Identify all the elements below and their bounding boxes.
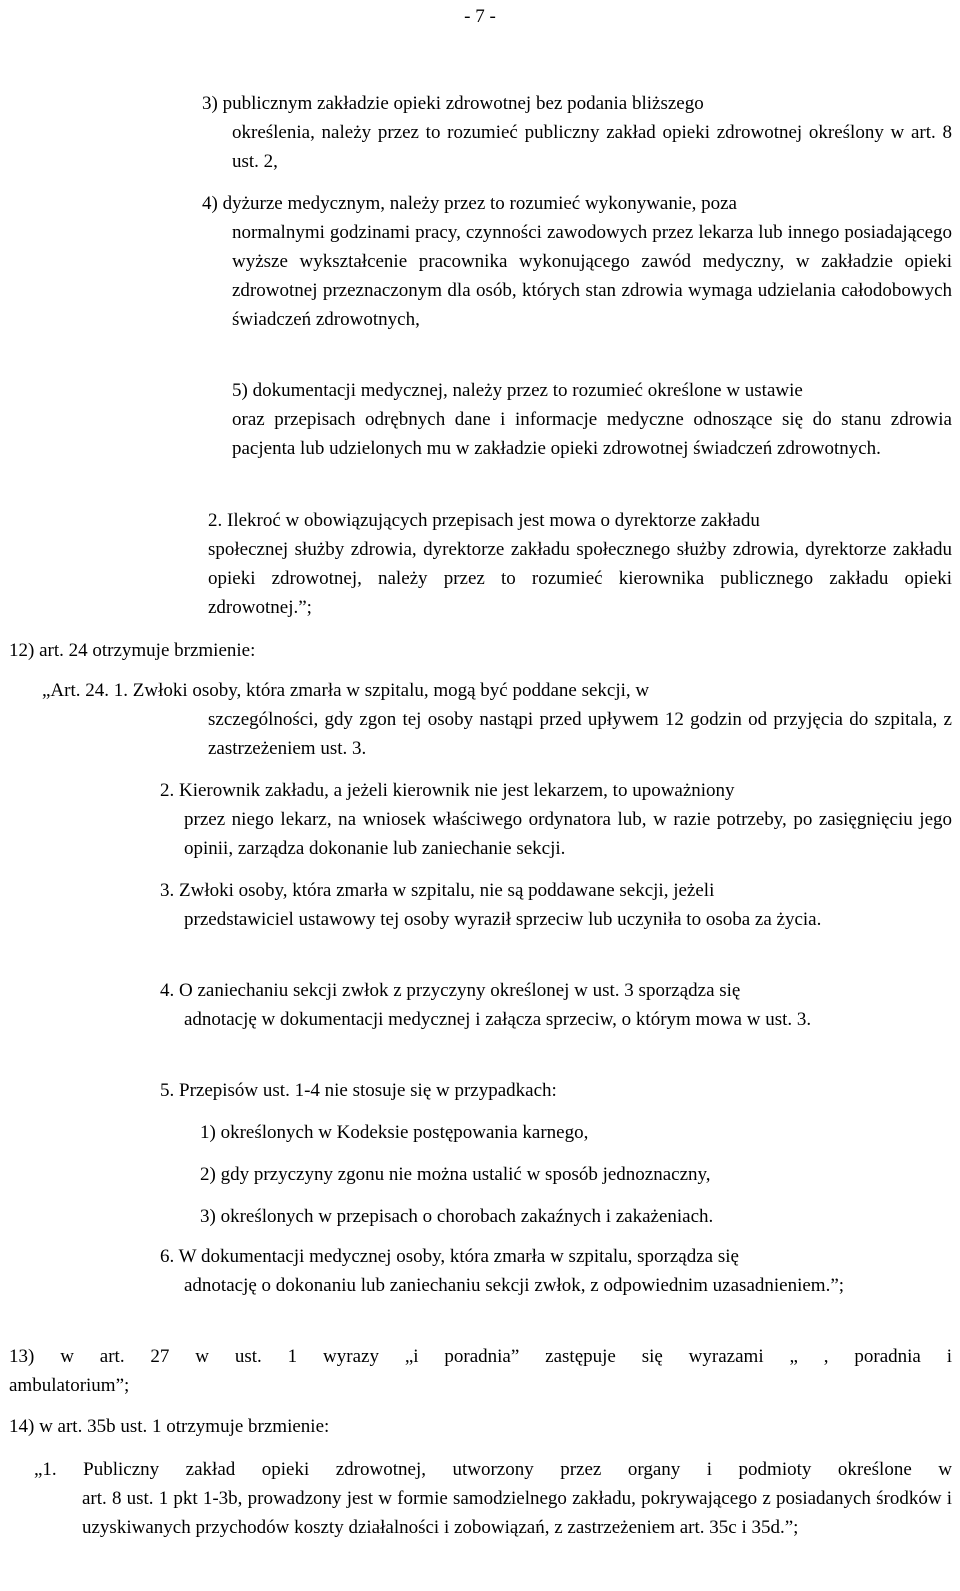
article-35b-section-1 (34, 1455, 952, 1542)
section-2-text: społecznej służby zdrowia, dyrektorze zakładu społecznego służby zdrowia, dyrektorze zakładu opieki zdrowotnej, należy przez to rozumieć kierownika publicznego zakładu opieki zdrowotnej.”; (208, 539, 952, 618)
definition-point-5-first-line: 5) dokumentacji medycznej, należy przez to rozumieć określone w ustawie (232, 380, 803, 401)
definition-point-4-first-line: 4) dyżurze medycznym, należy przez to rozumieć wykonywanie, poza (202, 193, 737, 214)
article-24-section-3-text: przedstawiciel ustawowy tej osoby wyraził sprzeciw lub uczyniła to osoba za życia. (184, 909, 822, 930)
article-24-section-1-text: szczególności, gdy zgon tej osoby nastąpi przed upływem 12 godzin od przyjęcia do szpitala, z zastrzeżeniem ust. 3. (208, 709, 952, 759)
article-24-section-2-first-line: 2. Kierownik zakładu, a jeżeli kierownik nie jest lekarzem, to upoważniony (160, 780, 735, 801)
article-24-section-2 (160, 776, 952, 863)
article-24-section-4-text: adnotację w dokumentacji medycznej i załącza sprzeciw, o którym mowa w ust. 3. (184, 1009, 812, 1030)
article-24-section-4 (160, 976, 952, 1034)
definition-point-4-text: normalnymi godzinami pracy, czynności zawodowych przez lekarza lub innego posiadającego wyższe wykształcenie pracownika wykonującego zawód medyczny, w zakładzie opieki zdrowotnej przeznaczonym dla osób, których stan zdrowia wymaga udzielania całodobowych świadczeń zdrowotnych, (232, 222, 952, 330)
article-24-section-6-text: adnotację o dokonaniu lub zaniechaniu sekcji zwłok, z odpowiednim uzasadnieniem.”; (184, 1275, 845, 1296)
section-5-point-2: 2) gdy przyczyny zgonu nie można ustalić w sposób jednoznaczny, (200, 1164, 711, 1185)
definition-point-5 (232, 376, 952, 463)
section-2-director (208, 506, 952, 622)
article-24-section-6-first-line: 6. W dokumentacji medycznej osoby, która zmarła w szpitalu, sporządza się (160, 1246, 739, 1267)
definition-point-3-first-line: 3) publicznym zakładzie opieki zdrowotnej bez podania bliższego (202, 93, 704, 114)
article-35b-text: art. 8 ust. 1 pkt 1-3b, prowadzony jest w formie samodzielnego zakładu, pokrywającego z posiadanych środków i uzyskiwanych przychodów koszty działalności i zobowiązań, z zastrzeżeniem art. 35c i 35d.”; (82, 1488, 952, 1538)
definition-point-3 (202, 89, 952, 176)
section-5-point-1: 1) określonych w Kodeksie postępowania karnego, (200, 1122, 589, 1143)
point-13 (9, 1342, 952, 1400)
article-24-section-6 (160, 1242, 952, 1300)
section-2-first-line: 2. Ilekroć w obowiązujących przepisach jest mowa o dyrektorze zakładu (208, 510, 760, 531)
point-13-text: ambulatorium”; (9, 1375, 130, 1396)
point-13-first-line: 13) w art. 27 w ust. 1 wyrazy „i poradnia” zastępuje się wyrazami „ , poradnia i (9, 1346, 952, 1367)
page-number: - 7 - (464, 6, 496, 27)
definition-point-4 (202, 189, 952, 334)
article-24-section-3-first-line: 3. Zwłoki osoby, która zmarła w szpitalu, nie są poddawane sekcji, jeżeli (160, 880, 715, 901)
section-5-point-3: 3) określonych w przepisach o chorobach zakaźnych i zakażeniach. (200, 1206, 714, 1227)
article-24-section-4-first-line: 4. O zaniechaniu sekcji zwłok z przyczyny określonej w ust. 3 sporządza się (160, 980, 741, 1001)
definition-point-3-text: określenia, należy przez to rozumieć publiczny zakład opieki zdrowotnej określony w art. 8 ust. 2, (232, 122, 952, 172)
point-12-heading: 12) art. 24 otrzymuje brzmienie: (9, 640, 256, 661)
article-24-first-line: „Art. 24. 1. Zwłoki osoby, która zmarła w szpitalu, mogą być poddane sekcji, w (42, 680, 650, 701)
article-35b-first-line: „1. Publiczny zakład opieki zdrowotnej, utworzony przez organy i podmioty określone w (34, 1459, 952, 1480)
article-24-section-2-text: przez niego lekarz, na wniosek właściwego ordynatora lub, w razie potrzeby, po zasięgnięciu jego opinii, zarządza dokonanie lub zaniechanie sekcji. (184, 809, 952, 859)
definition-point-5-text: oraz przepisach odrębnych dane i informacje medyczne odnoszące się do stanu zdrowia pacjenta lub udzielonych mu w zakładzie opieki zdrowotnej świadczeń zdrowotnych. (232, 409, 952, 459)
point-14-heading: 14) w art. 35b ust. 1 otrzymuje brzmienie: (9, 1416, 330, 1437)
article-24-section-3 (160, 876, 952, 934)
article-24-section-5: 5. Przepisów ust. 1-4 nie stosuje się w przypadkach: (160, 1080, 557, 1101)
article-24-section-1 (42, 676, 952, 763)
